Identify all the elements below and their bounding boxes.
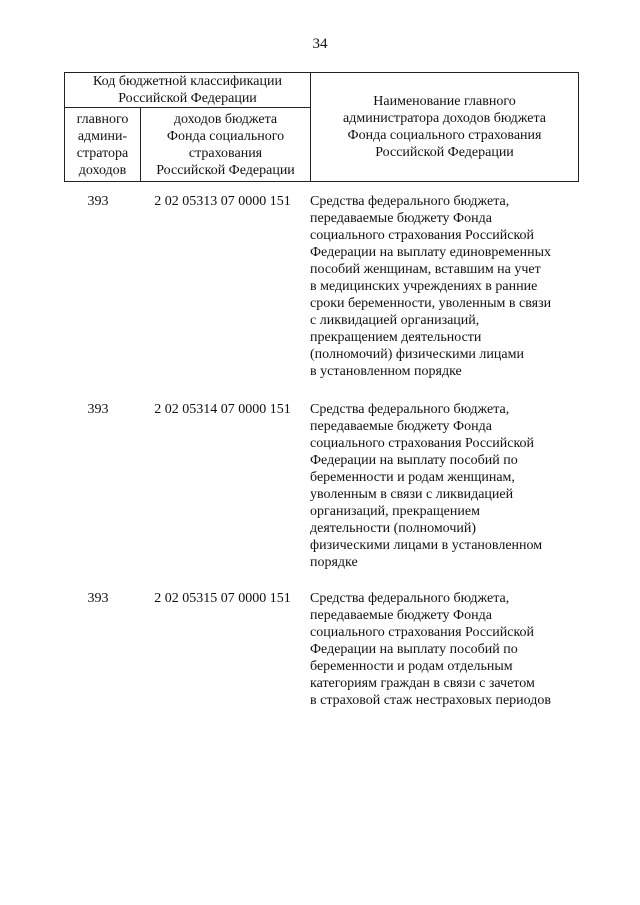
name-line: беременности и родам отдельным [310,659,513,674]
name-line: уволенным в связи с ликвидацией [310,487,514,502]
name-line: Федерации на выплату единовременных [310,245,552,260]
name-line: Федерации на выплату пособий по [310,642,518,657]
name-line: Средства федерального бюджета, [310,194,510,209]
header-admin-line: главного [76,111,129,127]
header-revenue-line: Российской Федерации [156,162,295,178]
header-name-line: Наименование главного [373,94,516,109]
name-line: в установленном порядке [310,364,462,379]
table-header [64,72,578,182]
name-line: в медицинских учреждениях в ранние [310,279,538,294]
revenue-name [310,193,578,380]
header-code-group [65,73,311,108]
revenue-code: 2 02 05314 07 0000 151 [154,402,291,417]
header-revenue-line: Фонда социального [166,128,285,144]
header-admin-line: стратора [76,145,129,161]
name-line: сроки беременности, уволенным в связи [310,296,552,311]
revenue-name [310,590,578,709]
name-line: Средства федерального бюджета, [310,591,510,606]
name-line: пособий женщинам, вставшим на учет [310,262,541,277]
admin-code: 393 [87,591,109,606]
page-number: 34 [312,36,328,52]
revenue-code: 2 02 05315 07 0000 151 [154,591,291,606]
name-line: Средства федерального бюджета, [310,402,510,417]
header-revenue-line: доходов бюджета [173,111,278,127]
header-code-group-line: Российской Федерации [118,91,257,106]
header-name-line: Фонда социального страхования [347,128,542,143]
name-line: прекращением деятельности [310,330,482,345]
revenue-name [310,401,578,571]
header-code-group-line: Код бюджетной классификации [93,74,282,89]
name-line: беременности и родам женщинам, [310,470,515,485]
name-line: социального страхования Российской [310,625,535,640]
header-admin-line: доходов [78,162,127,178]
name-line: организаций, прекращением [310,504,480,519]
name-line: физическими лицами в установленном [310,538,543,553]
name-line: передаваемые бюджету Фонда [310,608,492,623]
name-line: в страховой стаж нестраховых периодов [310,693,551,708]
name-line: передаваемые бюджету Фонда [310,211,492,226]
admin-code: 393 [87,402,109,417]
header-revenue-line: страхования [188,145,263,161]
header-name-col [311,73,579,182]
name-line: порядке [310,555,358,570]
header-admin-col [65,108,141,182]
name-line: социального страхования Российской [310,228,535,243]
header-name-line: Российской Федерации [375,145,514,160]
name-line: с ликвидацией организаций, [310,313,480,328]
name-line: Федерации на выплату пособий по [310,453,518,468]
name-line: социального страхования Российской [310,436,535,451]
name-line: категориям граждан в связи с зачетом [310,676,535,691]
name-line: деятельности (полномочий) [310,521,477,536]
revenue-code: 2 02 05313 07 0000 151 [154,194,291,209]
name-line: (полномочий) физическими лицами [310,347,524,362]
admin-code: 393 [87,194,109,209]
header-revenue-col [141,108,311,182]
header-name-line: администратора доходов бюджета [343,111,546,126]
name-line: передаваемые бюджету Фонда [310,419,492,434]
header-admin-line: админи- [77,128,128,144]
